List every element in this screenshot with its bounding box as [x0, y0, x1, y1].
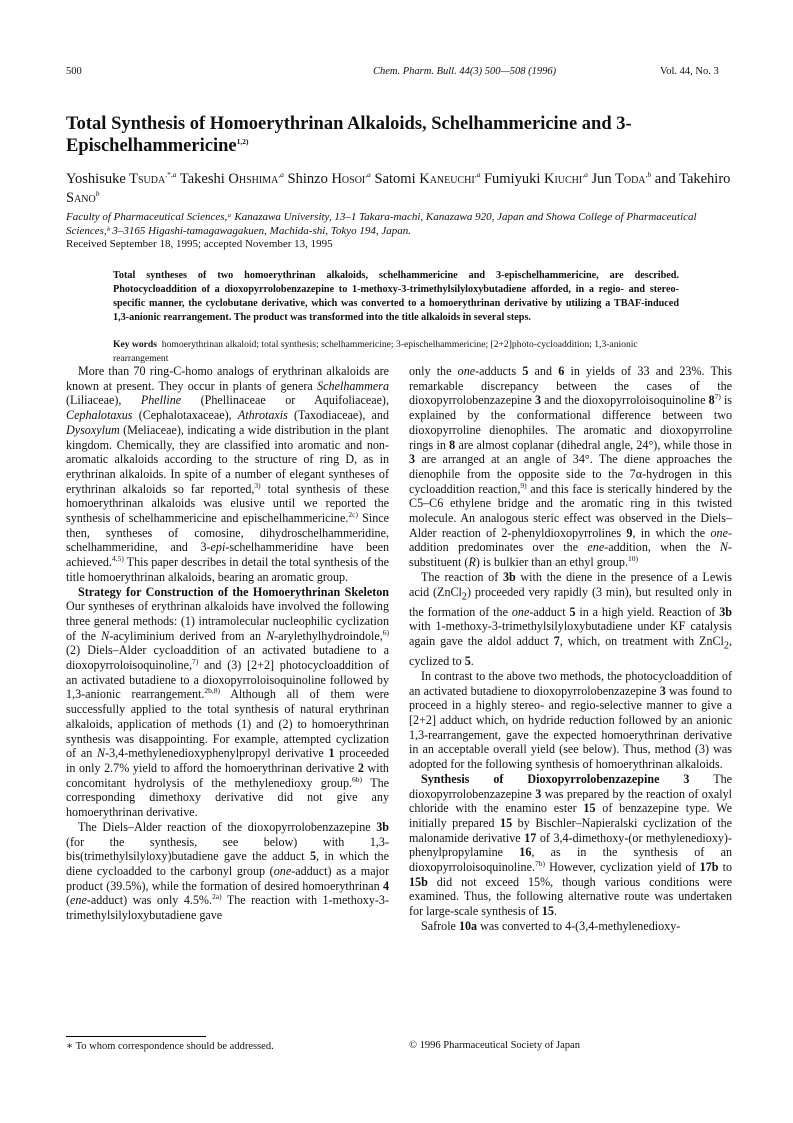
correspondence-footnote: ∗ To whom correspondence should be addressed. — [66, 1041, 274, 1052]
received-dates: Received September 18, 1995; accepted November 13, 1995 — [66, 238, 333, 250]
affiliations — [66, 211, 736, 252]
body-paragraph: only the one-adducts 5 and 6 in yields of 33 and 23%. This remarkable discrepancy between the cases of the dioxopyrrolobenzazepine 3 and the dioxopyrroloisoquinoline 8$^{7)}$ is explained by the conformational difference between two dioxopyrroline dienophiles. The aromatic and dioxopyrroline rings in 8 are almost coplanar (dihedral angle, 24°), while those in 3 are arranged at an angle of 34°. The diene approaches the dienophile from the opposite side to the 7α-hydrogen in this cycloaddition reaction,$^{9)}$ and this face is sterically hindered by the C5–C6 ethylene bridge and the aromatic ring in this twisted molecule. An analogous steric effect was observed in the Diels–Alder reaction of 2-phenyldioxopyrrolines 9, in which the one-addition predominates over the ene-addition, when the N-substituent (R) is bulkier than an ethyl group.$^{10)}$ — [409, 364, 733, 570]
body-paragraph: More than 70 ring-C-homo analogs of erythrinan alkaloids are known at present. They occur in plants of genera Schelhammera (Liliaceae), Phelline (Phellinaceae or Aquifoliaceae), Cephalotaxus (Cephalotaxaceae), Athrotaxis (Taxodiaceae), and Dysoxylum (Meliaceae), indicating a wide distribution in the plant kingdom. Chemically, they are classified into aromatic and non-aromatic alkaloids according to the structure of ring D, as in erythrinan alkaloids. In spite of a number of elegant syntheses of erythrinan alkaloids so far reported,$^{3)}$ total synthesis of these homoerythrinan alkaloids was elusive until we reported the synthesis of schelhammericine and epischelhammericine.$^{2c)}$ Since then, syntheses of comosine, dihydroschelhammeridine, schelhammeridine, and 3-epi-schelhammeridine have been achieved.$^{4,5)}$ This paper describes in detail the total synthesis of the title homoerythrinan alkaloids, bearing an aromatic group. — [66, 364, 390, 584]
body-column-right — [409, 364, 732, 934]
body-paragraph: Synthesis of Dioxopyrrolobenzazepine 3 The dioxopyrrolobenzazepine 3 was prepared by the reaction of oxalyl chloride with the enamino ester 15 of benzazepine type. We initially prepared 15 by Bischler–Napieralski cyclization of the malonamide derivative 17 of 3,4-dimethoxy-(or methylenedioxy)-phenylpropylamine 16, as in the synthesis of an dioxopyrroloisoquinoline.$^{7b)}$ However, cyclization yield of 17b to 15b did not exceed 15%, though various conditions were examined. Thus, the following alternative route was undertaken for large-scale synthesis of 15. — [409, 771, 732, 919]
author-name: Shinzo Hosoi$^{,a}$ — [287, 170, 371, 187]
body-paragraph: Strategy for Construction of the Homoerythrinan Skeleton Our syntheses of erythrinan alkaloids have involved the following three general methods: (1) intramolecular nucleophilic cyclization of the N-acyliminium derived from an N-arylethylhydroindole,$^{6)}$ (2) Diels–Alder cycloaddition of an activated butadiene to a dioxopyrroloisoquinoline,$^{7)}$ and (3) [2+2] photocycloaddition of an activated butadiene to a dioxopyrroloisoquinoline followed by 1,3-anionic rearrangement.$^{2b,8)}$ Although all of them were successfully applied to the total synthesis of natural erythrinan alkaloids, application of methods (1) and (2) to homoerythrinan synthesis was disappointing. For example, attempted cyclization of an N-3,4-methylenedioxyphenylpropyl derivative 1 proceeded in only 2.7% yield to afford the homoerythrinan derivative 2 with concomitant hydrolysis of the methylenedioxy group.$^{6b)}$ The corresponding dimethoxy derivative did not give any homoerythrinan derivative. — [66, 584, 390, 820]
footnote-divider — [66, 1036, 206, 1037]
abstract: Total syntheses of two homoerythrinan alkaloids, schelhammericine and 3-epischelhammericine, are described. Photocycloaddition of a dioxopyrrolobenzazepine to 1-methoxy-3-trimethylsilyloxybutadiene afforded, in a regio- and stereo-specific manner, the cyclobutane derivative, which was converted to a homoerythrinan derivative by utilizing a TBAF-induced 1,3-anionic rearrangement. The product was transformed into the title alkaloids in several steps. — [113, 270, 679, 324]
body-paragraph: The Diels–Alder reaction of the dioxopyrrolobenzazepine 3b (for the synthesis, see below) with 1,3-bis(trimethylsilyloxy)butadiene gave the adduct 5, in which the diene cycloadded to the carbonyl group (one-adduct) as a major product (39.5%), while the formation of desired homoerythrinan 4 (ene-adduct) was only 4.5%.$^{2a)}$ The reaction with 1-methoxy-3-trimethylsilyloxybutadiene gave — [66, 819, 390, 923]
author-name: Yoshisuke Tsuda$^{,*,a}$ — [66, 170, 177, 187]
keywords-list: homoerythrinan alkaloid; total synthesis; schelhammericine; 3-epischelhammericine; [2+2]photo-cycloaddition; 1,3-anionic rearrangement — [113, 339, 638, 364]
author-name: and Takehiro Sano$^b$ — [66, 171, 731, 206]
affiliation-text: Faculty of Pharmaceutical Sciences,ᵃ Kanazawa University, 13–1 Takara-machi, Kanazawa 920, Japan and Showa College of Pharmaceutical Sciences,ᵇ 3–3165 Higashi-tamagawagakuen, Machida-shi, Tokyo 194, Japan. — [66, 211, 697, 237]
journal-citation: Chem. Pharm. Bull. 44(3) 500—508 (1996) — [373, 66, 557, 77]
author-name: Fumiyuki Kiuchi$^{,a}$ — [483, 170, 588, 187]
body-paragraph: The reaction of 3b with the diene in the presence of a Lewis acid (ZnCl$_2$) proceeded very rapidly (3 min), but resulted only in the formation of the one-adduct 5 in a high yield. Reaction of 3b with 1-methoxy-3-trimethylsilyloxybutadiene under KF catalysis again gave the aldol adduct 7, which, on treatment with ZnCl$_2$, cyclized to 5. — [409, 569, 732, 669]
body-column-left — [66, 364, 389, 923]
keywords — [113, 338, 679, 365]
page-number: 500 — [66, 66, 82, 77]
author-name: Satomi Kaneuchi$^{,a}$ — [374, 170, 481, 187]
body-paragraph: Safrole 10a was converted to 4-(3,4-methylenedioxy- — [421, 918, 681, 933]
author-name: Jun Toda$^{,b}$ — [591, 170, 652, 187]
volume-issue: Vol. 44, No. 3 — [660, 66, 719, 77]
keywords-label: Key words — [113, 339, 157, 350]
author-list — [66, 170, 736, 208]
article-title: Total Synthesis of Homoerythrinan Alkaloids, Schelhammericine and 3-Epischelhammericine$^{1,2)}$ — [66, 114, 632, 156]
body-paragraph: In contrast to the above two methods, the photocycloaddition of an activated butadiene to dioxopyrrolobenzazepine 3 was found to proceed in a highly stereo- and regio-selective manner to give a [2+2] adduct which, on hydride reduction followed by an anionic 1,3-rearrangement, gave the expected homoerythrinan derivative in an acceptable overall yield (see below). Thus, method (3) was adopted for the following synthesis of homoerythrinan alkaloids. — [409, 668, 733, 772]
copyright-notice: © 1996 Pharmaceutical Society of Japan — [409, 1040, 580, 1051]
title-reference: 1,2) — [236, 136, 249, 146]
author-name: Takeshi Ohshima$^{,a}$ — [179, 170, 284, 187]
